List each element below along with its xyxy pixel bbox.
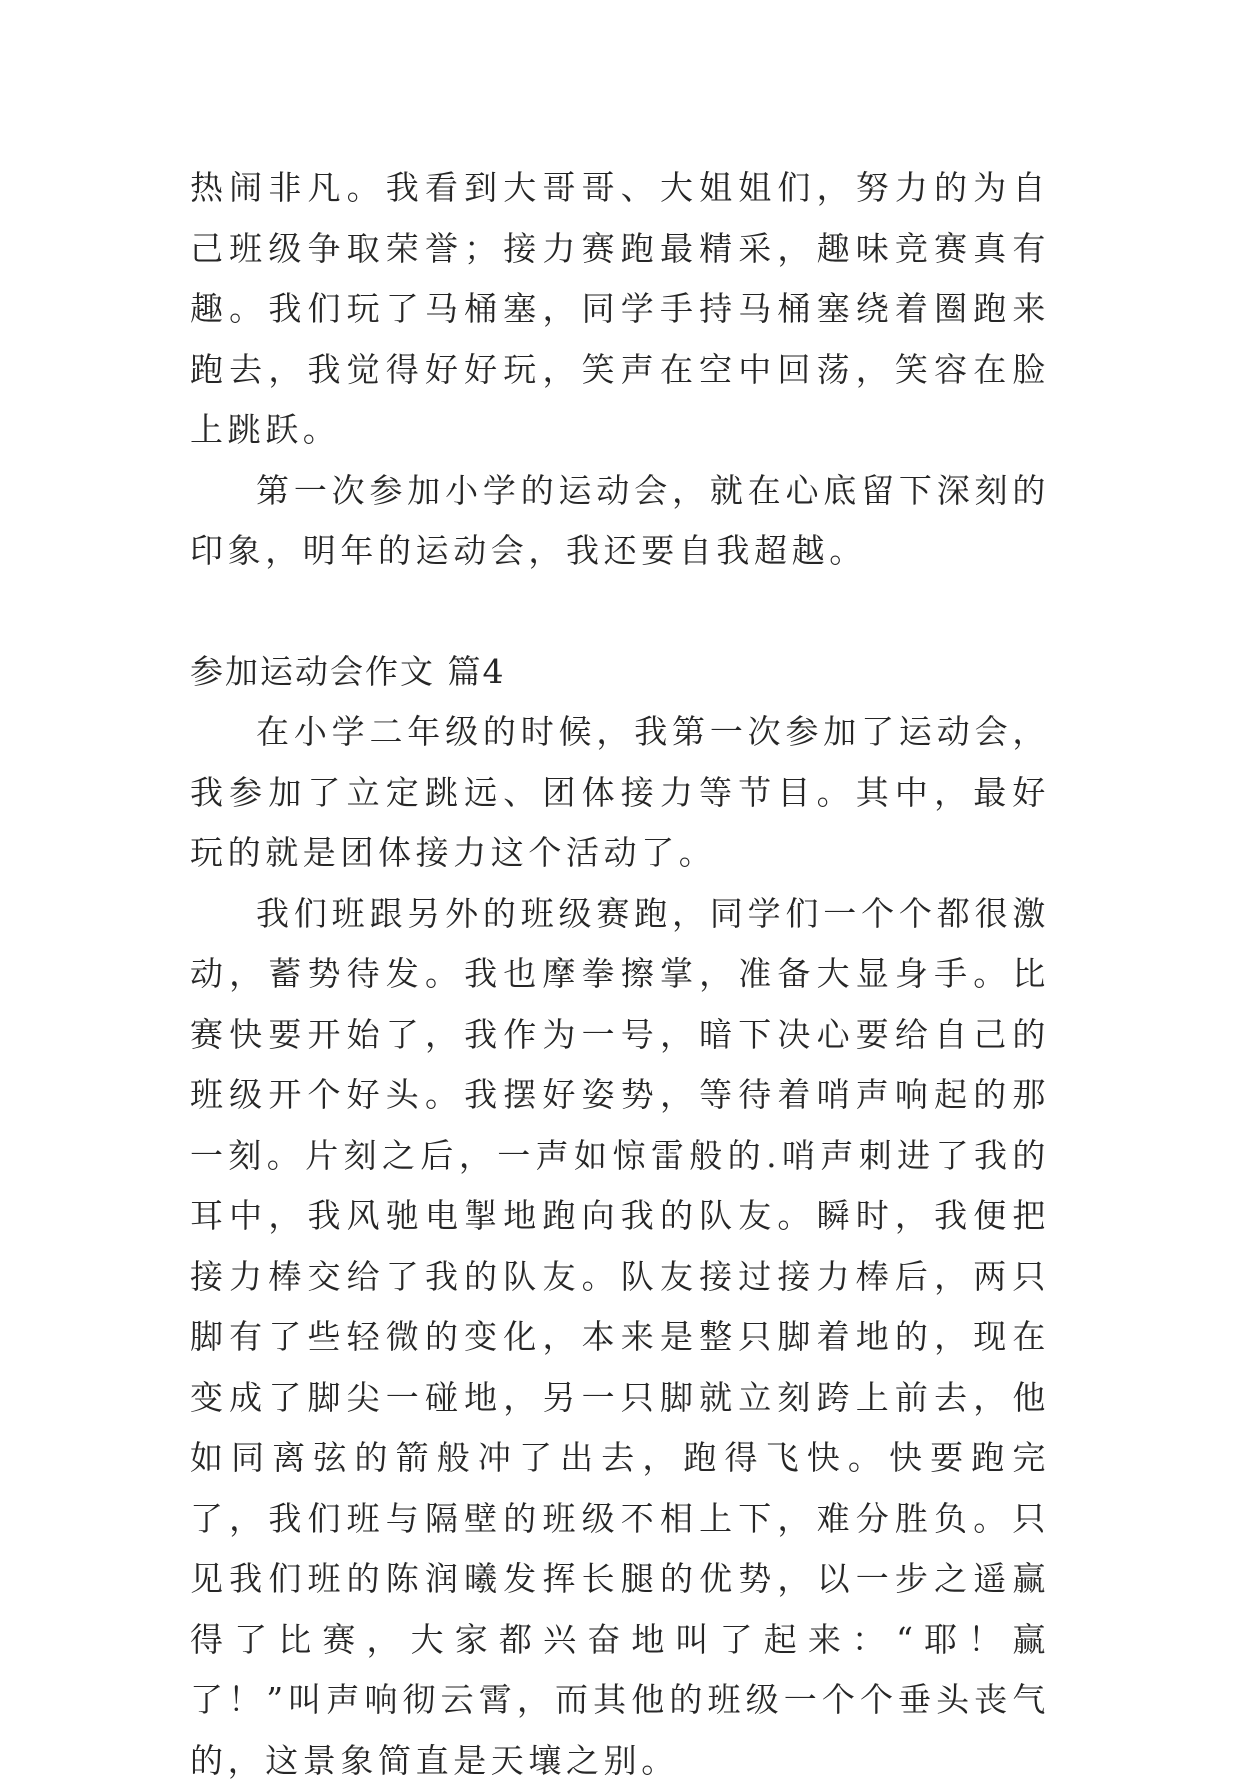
section-heading: 参加运动会作文 篇4	[190, 642, 1050, 703]
paragraph-1: 在小学二年级的时候，我第一次参加了运动会，我参加了立定跳远、团体接力等节目。其中，最好玩的就是团体接力这个活动了。	[190, 702, 1050, 884]
paragraph-intro-continuation: 热闹非凡。我看到大哥哥、大姐姐们，努力的为自己班级争取荣誉；接力赛跑最精采，趣味竞赛真有趣。我们玩了马桶塞，同学手持马桶塞绕着圈跑来跑去，我觉得好好玩，笑声在空中回荡，笑容在脸上跳跃。	[190, 158, 1050, 461]
paragraph-2: 我们班跟另外的班级赛跑，同学们一个个都很激动，蓄势待发。我也摩拳擦掌，准备大显身手。比赛快要开始了，我作为一号，暗下决心要给自己的班级开个好头。我摆好姿势，等待着哨声响起的那一刻。片刻之后，一声如惊雷般的.哨声刺进了我的耳中，我风驰电掣地跑向我的队友。瞬时，我便把接力棒交给了我的队友。队友接过接力棒后，两只脚有了些轻微的变化，本来是整只脚着地的，现在变成了脚尖一碰地，另一只脚就立刻跨上前去，他如同离弦的箭般冲了出去，跑得飞快。快要跑完了，我们班与隔壁的班级不相上下，难分胜负。只见我们班的陈润曦发挥长腿的优势，以一步之遥赢得了比赛，大家都兴奋地叫了起来：“耶！赢了！”叫声响彻云霄，而其他的班级一个个垂头丧气的，这景象简直是天壤之别。	[190, 884, 1050, 1791]
paragraph-conclusion: 第一次参加小学的运动会，就在心底留下深刻的印象，明年的运动会，我还要自我超越。	[190, 461, 1050, 582]
document-body	[190, 158, 1050, 1791]
